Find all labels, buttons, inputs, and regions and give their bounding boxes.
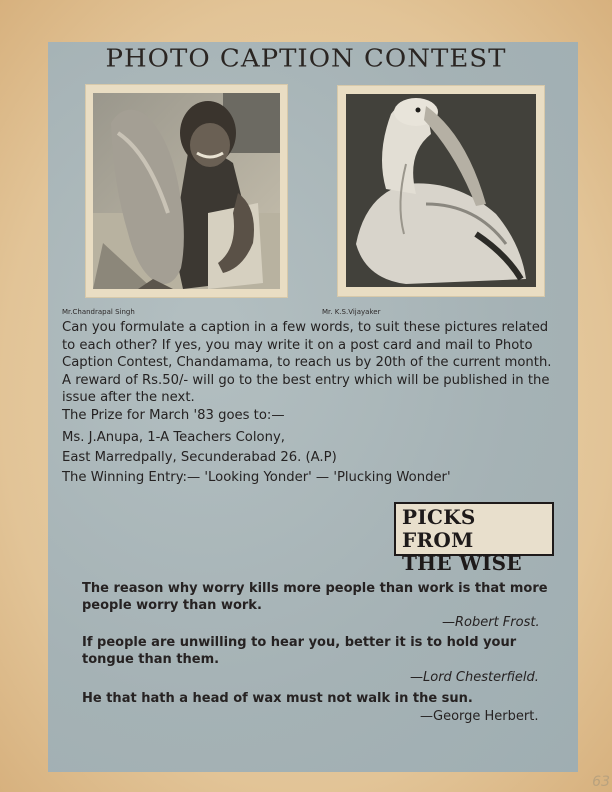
photo-credit-left: Mr.Chandrapal Singh: [62, 308, 135, 316]
quote-3-author: —George Herbert.: [420, 709, 539, 724]
quote-2: If people are unwilling to hear you, better it is to hold your tongue than them.: [82, 635, 517, 667]
photo-frame-left: [86, 85, 287, 297]
quote-1: The reason why worry kills more people than work is that more people worry than work.: [82, 581, 548, 613]
photo-credit-right: Mr. K.S.Vijayaker: [322, 308, 381, 316]
photo-frame-right: [338, 86, 544, 296]
photo-boy-with-fish: [93, 93, 280, 289]
contest-description: Can you formulate a caption in a few words, to suit these pictures related to each other? If yes, you may write it on a post card and mail to Photo Caption Contest, Chandamama, to reach us by 20th of the current month. A reward of Rs.50/- will go to the best entry which will be published in the issue after the next.: [62, 320, 552, 405]
winning-entry: The Winning Entry:— 'Looking Yonder' — 'Plucking Wonder': [62, 470, 451, 485]
page-title: PHOTO CAPTION CONTEST: [105, 45, 507, 73]
prize-heading: The Prize for March '83 goes to:—: [62, 408, 285, 423]
picks-line-2: THE WISE: [402, 551, 522, 575]
quote-2-author: —Lord Chesterfield.: [410, 670, 539, 685]
picks-from-the-wise-box: [394, 502, 554, 575]
page-number: 63: [592, 774, 610, 790]
winner-name: Ms. J.Anupa, 1-A Teachers Colony,: [62, 430, 285, 445]
photo-pelican: [346, 94, 536, 287]
winner-address: East Marredpally, Secunderabad 26. (A.P): [62, 450, 337, 465]
quote-3: He that hath a head of wax must not walk in the sun.: [82, 691, 473, 706]
picks-line-1: PICKS FROM: [402, 505, 476, 552]
quote-1-author: —Robert Frost.: [442, 615, 540, 630]
